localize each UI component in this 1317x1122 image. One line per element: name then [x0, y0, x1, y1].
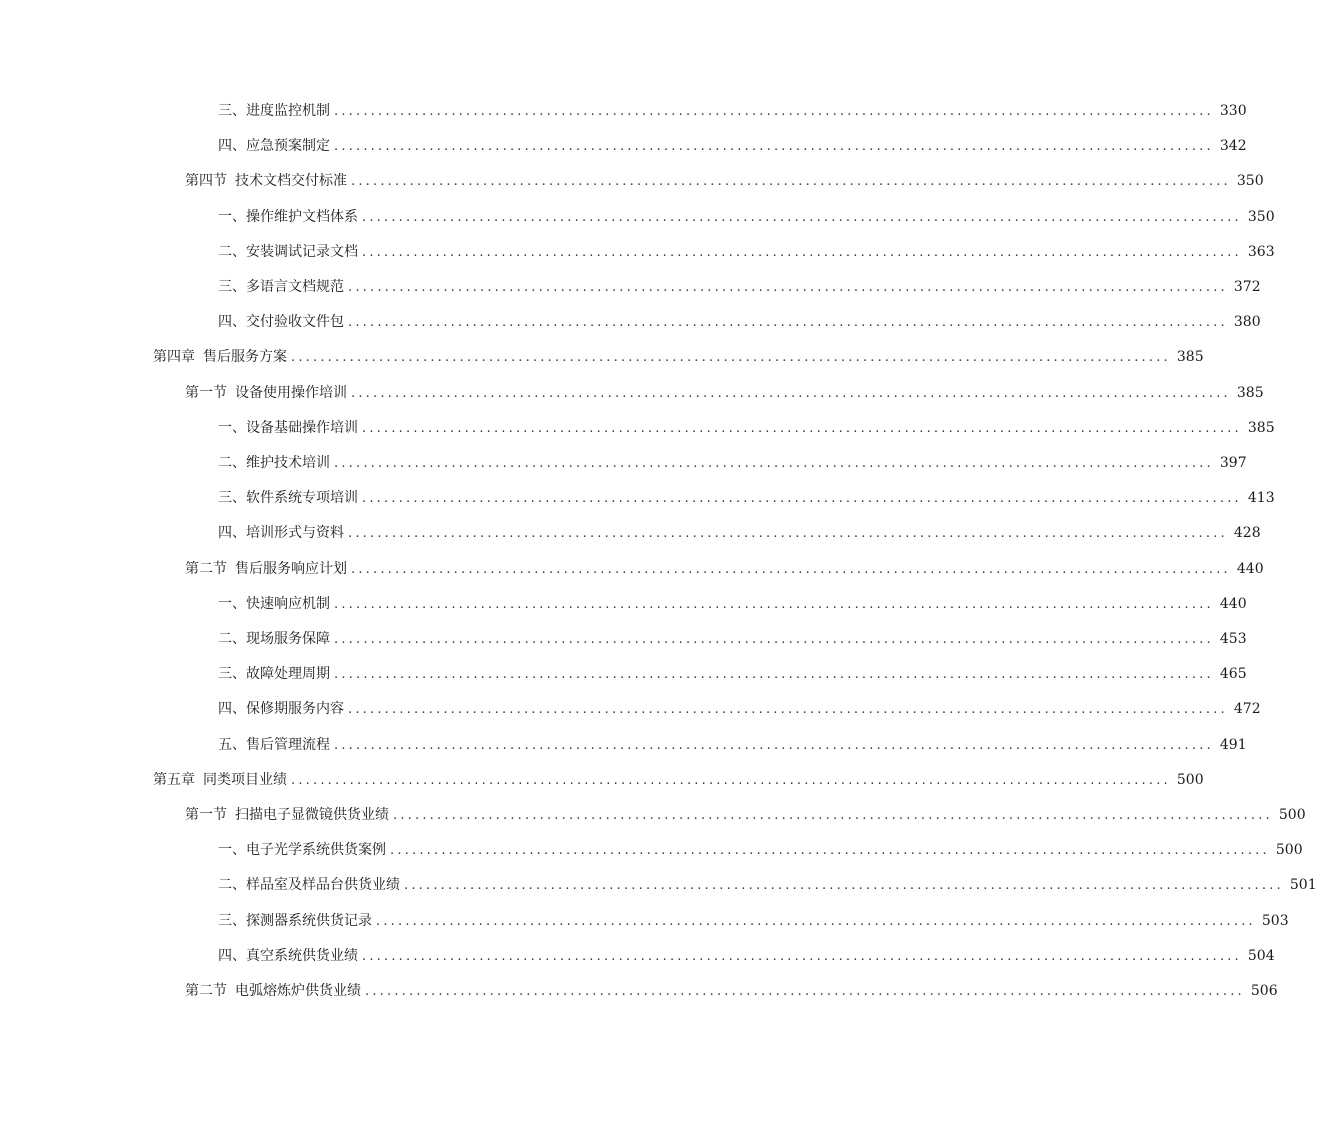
toc-entry-item[interactable] [0, 235, 1275, 270]
toc-entry-section[interactable] [0, 376, 1264, 411]
toc-page-number: 342 [1219, 138, 1247, 155]
toc-entry-marker: 一、 [218, 595, 246, 612]
toc-entry-title: 同类项目业绩 [203, 771, 287, 788]
toc-entry-item[interactable] [0, 270, 1261, 305]
toc-page-number: 503 [1261, 912, 1289, 929]
toc-dot-leader: ........................................................................................................................ [376, 913, 1256, 929]
toc-entry-marker: 第四节 [185, 173, 227, 190]
toc-dot-leader: ........................................................................................................................ [362, 244, 1242, 260]
toc-entry-marker: 第一节 [185, 807, 227, 823]
toc-entry-title: 快速响应机制 [246, 595, 330, 612]
toc-dot-leader: ........................................................................................................................ [351, 174, 1231, 190]
toc-entry-chapter[interactable] [0, 340, 1204, 375]
toc-entry-title: 售后服务响应计划 [235, 560, 347, 577]
toc-entry-title: 售后管理流程 [246, 736, 330, 753]
toc-entry-marker: 第一节 [185, 384, 227, 401]
toc-entry-item[interactable] [0, 833, 1303, 868]
toc-entry-section[interactable] [0, 798, 1306, 833]
toc-dot-leader: ........................................................................................................................ [351, 561, 1231, 577]
toc-entry-marker: 四、 [218, 947, 246, 964]
toc-entry-title: 保修期服务内容 [246, 701, 344, 718]
toc-entry-marker: 三、 [218, 279, 246, 295]
toc-entry-marker: 三、 [218, 912, 246, 929]
toc-page-number: 500 [1278, 807, 1306, 823]
toc-entry-marker: 第二节 [185, 560, 227, 577]
toc-entry-item[interactable] [0, 904, 1289, 939]
toc-entry-title: 扫描电子显微镜供货业绩 [235, 807, 389, 823]
toc-page-number: 385 [1247, 419, 1275, 436]
toc-entry-item[interactable] [0, 481, 1275, 516]
toc-page-number: 504 [1247, 947, 1275, 964]
toc-entry-title: 软件系统专项培训 [246, 490, 358, 507]
toc-dot-leader: ........................................................................................................................ [362, 491, 1242, 507]
toc-entry-item[interactable] [0, 411, 1275, 446]
toc-dot-leader: ........................................................................................................................ [334, 596, 1214, 612]
toc-entry-title: 探测器系统供货记录 [246, 912, 372, 929]
toc-page-number: 453 [1219, 631, 1247, 647]
toc-entry-title: 售后服务方案 [203, 349, 287, 366]
toc-entry-marker: 第五章 [153, 771, 195, 788]
toc-entry-marker: 二、 [218, 631, 246, 647]
toc-entry-item[interactable] [0, 305, 1261, 340]
toc-entry-item[interactable] [0, 587, 1247, 622]
toc-dot-leader: ........................................................................................................................ [390, 843, 1270, 859]
toc-entry-item[interactable] [0, 657, 1247, 692]
toc-page-number: 350 [1247, 208, 1275, 225]
toc-dot-leader: ........................................................................................................................ [291, 772, 1171, 788]
toc-page-number: 440 [1219, 595, 1247, 612]
toc-entry-item[interactable] [0, 728, 1247, 763]
toc-dot-leader: ........................................................................................................................ [334, 632, 1214, 647]
toc-entry-title: 现场服务保障 [246, 631, 330, 647]
toc-dot-leader: ........................................................................................................................ [362, 420, 1242, 436]
toc-page-number: 465 [1219, 666, 1247, 683]
toc-page-number: 428 [1233, 525, 1261, 542]
toc-page-number: 440 [1236, 560, 1264, 577]
toc-page-number: 500 [1275, 842, 1303, 859]
toc-entry-title: 维护技术培训 [246, 455, 330, 471]
toc-entry-item[interactable] [0, 129, 1247, 164]
toc-entry-chapter[interactable] [0, 763, 1204, 798]
toc-dot-leader: ........................................................................................................................ [404, 878, 1284, 894]
toc-page-number: 472 [1233, 701, 1261, 718]
toc-entry-marker: 第二节 [185, 983, 227, 999]
toc-page-number: 380 [1233, 314, 1261, 331]
toc-entry-item[interactable] [0, 622, 1247, 657]
toc-dot-leader: ........................................................................................................................ [362, 948, 1242, 964]
toc-entry-title: 多语言文档规范 [246, 279, 344, 295]
toc-entry-item[interactable] [0, 516, 1261, 551]
toc-page-number: 491 [1219, 736, 1247, 753]
toc-page-number: 350 [1236, 173, 1264, 190]
toc-page-number: 385 [1176, 349, 1204, 366]
toc-entry-title: 电子光学系统供货案例 [246, 842, 386, 859]
toc-page-number: 330 [1219, 103, 1247, 119]
toc-dot-leader: ........................................................................................................................ [334, 737, 1214, 753]
toc-dot-leader: ........................................................................................................................ [362, 209, 1242, 225]
toc-entry-title: 应急预案制定 [246, 138, 330, 155]
toc-entry-title: 设备使用操作培训 [235, 384, 347, 401]
toc-dot-leader: ........................................................................................................................ [348, 280, 1228, 295]
toc-entry-title: 操作维护文档体系 [246, 208, 358, 225]
toc-page-number: 413 [1247, 490, 1275, 507]
toc-entry-title: 样品室及样品台供货业绩 [246, 877, 400, 894]
toc-entry-marker: 四、 [218, 701, 246, 718]
toc-dot-leader: ........................................................................................................................ [291, 350, 1171, 366]
toc-entry-title: 真空系统供货业绩 [246, 947, 358, 964]
toc-entry-title: 技术文档交付标准 [235, 173, 347, 190]
toc-entry-marker: 二、 [218, 455, 246, 471]
toc-entry-item[interactable] [0, 692, 1261, 727]
toc-dot-leader: ........................................................................................................................ [365, 984, 1245, 999]
toc-entry-title: 进度监控机制 [246, 103, 330, 119]
toc-page-number: 500 [1176, 771, 1204, 788]
toc-entry-title: 培训形式与资料 [246, 525, 344, 542]
toc-entry-title: 设备基础操作培训 [246, 419, 358, 436]
toc-entry-section[interactable] [0, 552, 1264, 587]
toc-dot-leader: ........................................................................................................................ [334, 139, 1214, 155]
toc-entry-title: 交付验收文件包 [246, 314, 344, 331]
toc-page-number: 385 [1236, 384, 1264, 401]
toc-dot-leader: ........................................................................................................................ [334, 456, 1214, 471]
toc-entry-item[interactable] [0, 94, 1247, 129]
toc-dot-leader: ........................................................................................................................ [348, 702, 1228, 718]
toc-entry-marker: 一、 [218, 419, 246, 436]
toc-dot-leader: ........................................................................................................................ [351, 385, 1231, 401]
toc-entry-title: 电弧熔炼炉供货业绩 [235, 983, 361, 999]
toc-dot-leader: ........................................................................................................................ [393, 808, 1273, 823]
toc-entry-section[interactable] [0, 974, 1278, 1009]
toc-entry-marker: 三、 [218, 103, 246, 119]
toc-entry-item[interactable] [0, 446, 1247, 481]
toc-entry-item[interactable] [0, 939, 1275, 974]
toc-page-number: 372 [1233, 279, 1261, 295]
toc-entry-marker: 三、 [218, 490, 246, 507]
toc-entry-marker: 二、 [218, 877, 246, 894]
toc-entry-item[interactable] [0, 200, 1275, 235]
toc-entry-marker: 二、 [218, 243, 246, 260]
toc-entry-title: 故障处理周期 [246, 666, 330, 683]
toc-entry-section[interactable] [0, 164, 1264, 199]
toc-entry-marker: 四、 [218, 138, 246, 155]
toc-entry-title: 安装调试记录文档 [246, 243, 358, 260]
toc-entry-marker: 五、 [218, 736, 246, 753]
toc-page-number: 501 [1289, 877, 1317, 894]
toc-entry-marker: 第四章 [153, 349, 195, 366]
toc-dot-leader: ........................................................................................................................ [348, 315, 1228, 331]
toc-page-number: 397 [1219, 455, 1247, 471]
toc-entry-marker: 四、 [218, 525, 246, 542]
toc-entry-marker: 三、 [218, 666, 246, 683]
toc-entry-marker: 一、 [218, 842, 246, 859]
toc-dot-leader: ........................................................................................................................ [334, 104, 1214, 119]
toc-dot-leader: ........................................................................................................................ [348, 526, 1228, 542]
toc-dot-leader: ........................................................................................................................ [334, 667, 1214, 683]
toc-entry-item[interactable] [0, 868, 1317, 903]
toc-entry-marker: 一、 [218, 208, 246, 225]
toc-page-number: 506 [1250, 983, 1278, 999]
toc-entry-marker: 四、 [218, 314, 246, 331]
toc-page-number: 363 [1247, 243, 1275, 260]
